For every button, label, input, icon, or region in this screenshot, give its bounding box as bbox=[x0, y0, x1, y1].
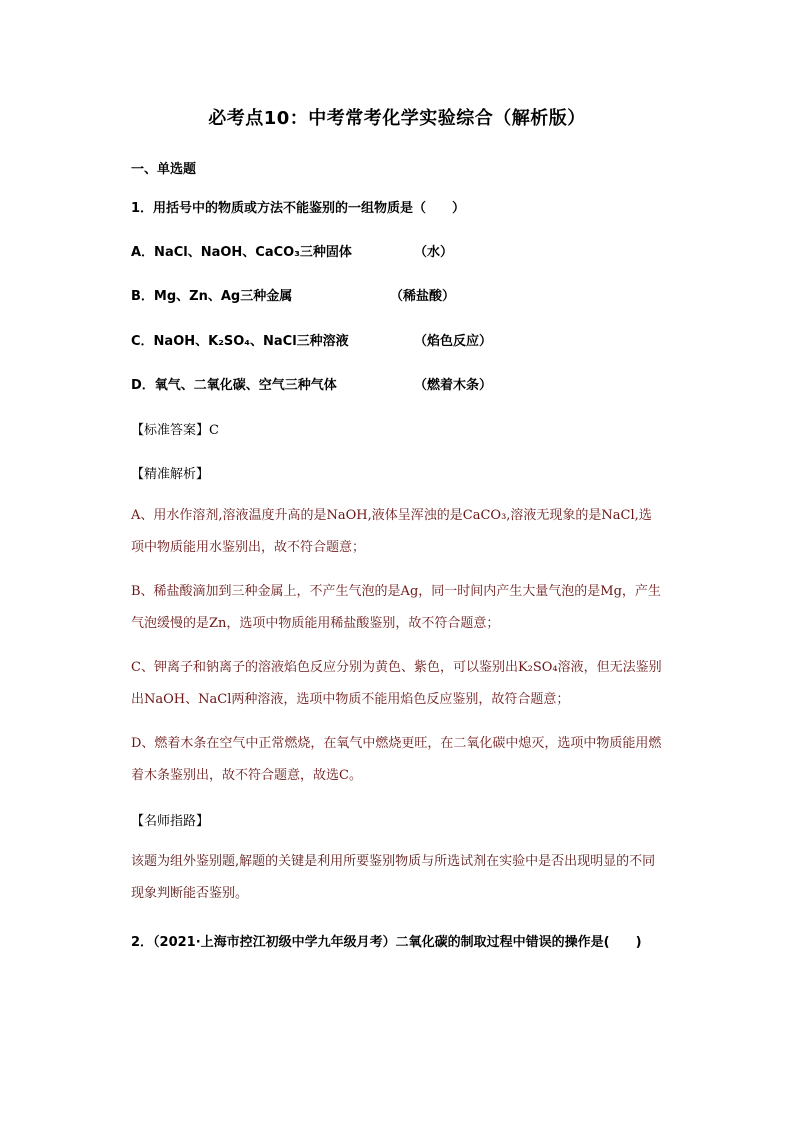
option-d-method: （燃着木条） bbox=[414, 378, 493, 393]
analysis-paragraph-b: B、稀盐酸滴加到三种金属上，不产生气泡的是Ag，同一时间内产生大量气泡的是Mg，产生气泡缓慢的是Zn，选项中物质能用稀盐酸鉴别，故不符合题意； bbox=[131, 584, 661, 631]
option-c bbox=[131, 330, 691, 349]
tip-label: 【名师指路】 bbox=[131, 814, 210, 829]
option-a-text: A．NaCl、NaOH、CaCO₃三种固体 bbox=[131, 245, 352, 260]
option-c-text: C．NaOH、K₂SO₄、NaCl三种溶液 bbox=[131, 334, 349, 349]
option-b-method: （稀盐酸） bbox=[390, 289, 456, 304]
option-c-method: （焰色反应） bbox=[414, 334, 493, 349]
analysis-paragraph-a: A、用水作溶剂,溶液温度升高的是NaOH,液体呈浑浊的是CaCO₃,溶液无现象的是NaCl,选项中物质能用水鉴别出，故不符合题意； bbox=[131, 508, 652, 555]
question-2-stem: 2．（2021·上海市控江初级中学九年级月考）二氧化碳的制取过程中错误的操作是( ) bbox=[131, 935, 642, 950]
question-1-stem: 1．用括号中的物质或方法不能鉴别的一组物质是（ ） bbox=[131, 201, 466, 216]
answer-label: 【标准答案】C bbox=[131, 423, 219, 438]
option-a bbox=[131, 241, 691, 260]
option-b-text: B．Mg、Zn、Ag三种金属 bbox=[131, 289, 293, 304]
option-a-method: （水） bbox=[414, 245, 454, 260]
option-d bbox=[131, 374, 691, 393]
option-b bbox=[131, 285, 691, 304]
analysis-paragraph-d: D、燃着木条在空气中正常燃烧，在氧气中燃烧更旺，在二氧化碳中熄灭，选项中物质能用燃着木条鉴别出，故不符合题意，故选C。 bbox=[131, 736, 662, 783]
page-title: 必考点10：中考常考化学实验综合（解析版） bbox=[208, 108, 586, 129]
analysis-label: 【精准解析】 bbox=[131, 467, 210, 482]
option-d-text: D．氧气、二氧化碳、空气三种气体 bbox=[131, 378, 337, 393]
section-heading: 一、单选题 bbox=[131, 162, 197, 177]
analysis-paragraph-c: C、钾离子和钠离子的溶液焰色反应分别为黄色、紫色，可以鉴别出K₂SO₄溶液，但无法鉴别出NaOH、NaCl两种溶液，选项中物质不能用焰色反应鉴别，故符合题意； bbox=[131, 660, 662, 707]
tip-paragraph: 该题为组外鉴别题,解题的关键是利用所要鉴别物质与所选试剂在实验中是否出现明显的不同现象判断能否鉴别。 bbox=[131, 854, 656, 901]
